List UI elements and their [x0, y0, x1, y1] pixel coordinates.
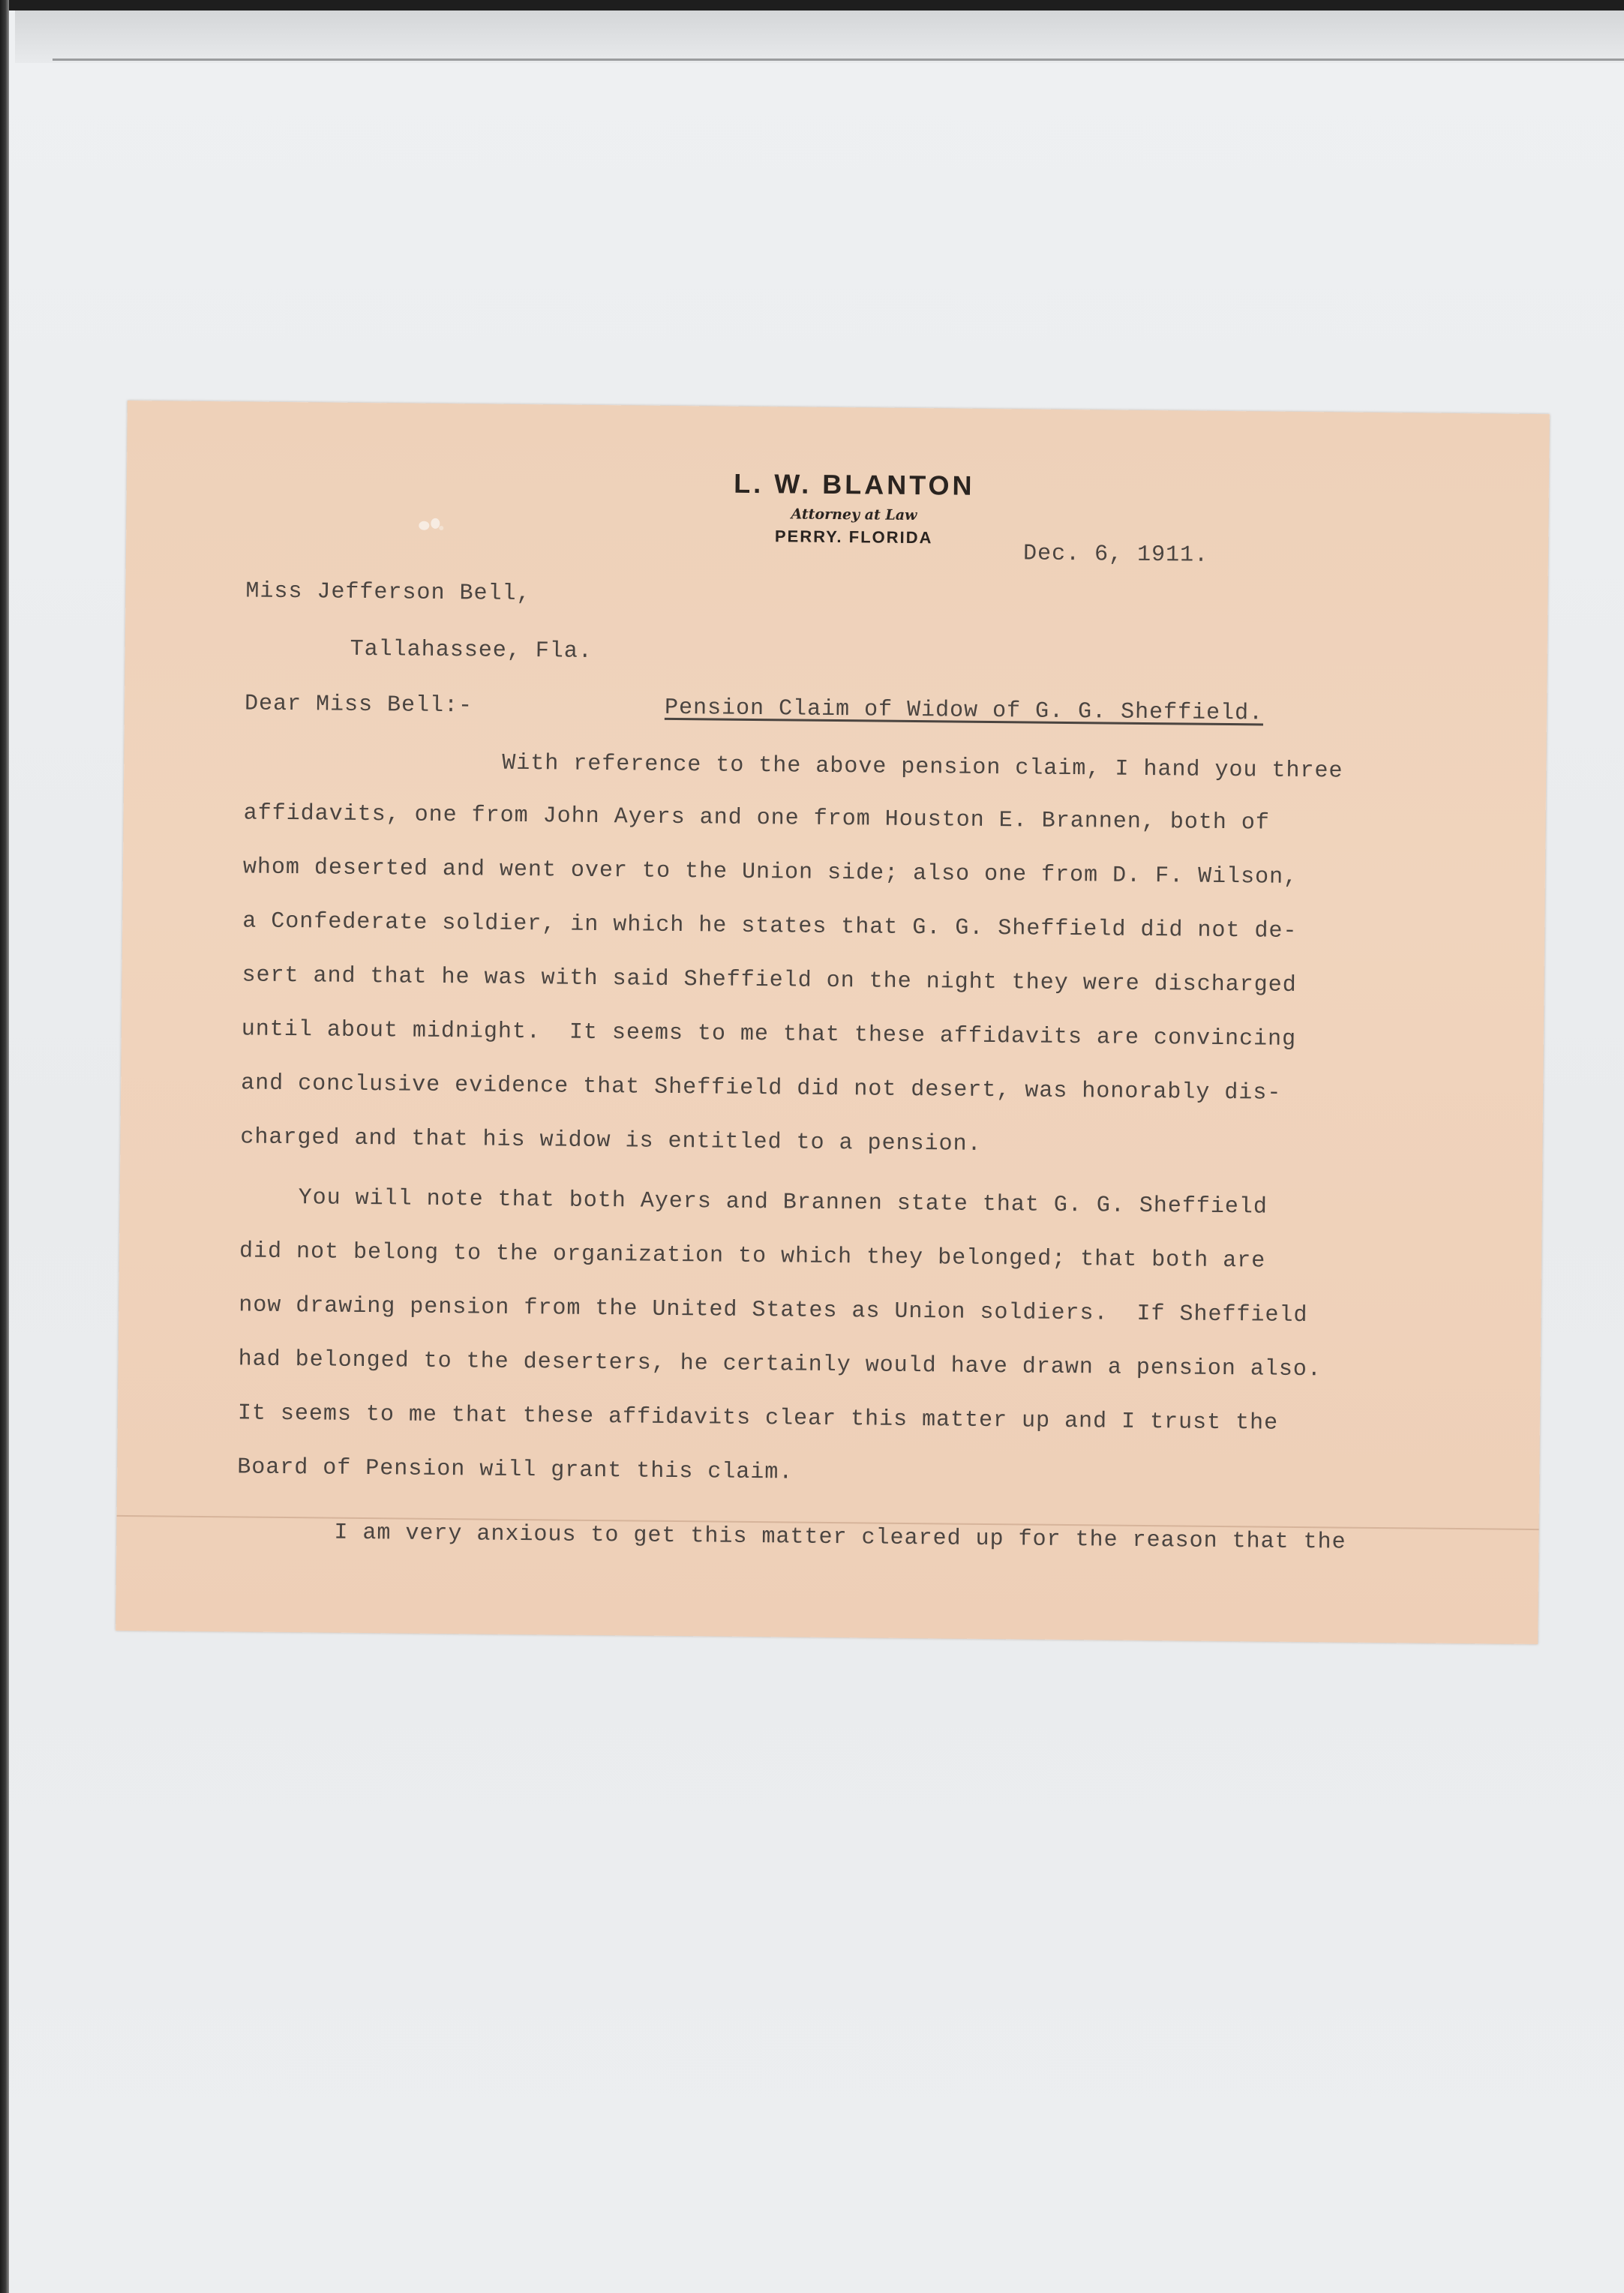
body-line: I am very anxious to get this matter cleared up for the reason that the: [334, 1520, 1346, 1556]
body-line: a Confederate soldier, in which he states that G. G. Sheffield did not de-: [242, 908, 1298, 944]
body-line: charged and that his widow is entitled to a pension.: [240, 1124, 982, 1157]
scan-left-edge: [0, 0, 9, 2293]
body-line: You will note that both Ayers and Brannen state that G. G. Sheffield: [298, 1185, 1268, 1220]
body-line: Board of Pension will grant this claim.: [237, 1454, 794, 1486]
letterhead-name: L. W. BLANTON: [734, 467, 975, 501]
body-line: and conclusive evidence that Sheffield did not desert, was honorably dis-: [241, 1070, 1282, 1106]
letter-date: Dec. 6, 1911.: [1022, 541, 1209, 569]
letterhead: [501, 466, 1207, 551]
body-line: until about midnight. It seems to me that these affidavits are convincing: [241, 1016, 1297, 1052]
subject-line: Pension Claim of Widow of G. G. Sheffield.: [664, 695, 1264, 727]
body-line: With reference to the above pension claim, I hand you three: [502, 750, 1343, 785]
scan-top-edge: [0, 0, 1624, 11]
recipient-name: Miss Jefferson Bell,: [245, 578, 531, 608]
body-line: now drawing pension from the United States as Union soldiers. If Sheffield: [239, 1292, 1308, 1329]
salutation: Dear Miss Bell:-: [244, 691, 473, 719]
scan-top-rule: [53, 59, 1624, 61]
body-line: whom deserted and went over to the Union side; also one from D. F. Wilson,: [242, 854, 1298, 890]
letterhead-title: Attorney at Law: [791, 506, 917, 524]
body-line: affidavits, one from John Ayers and one from Houston E. Brannen, both of: [243, 800, 1270, 836]
paper-damage-mark: [415, 516, 446, 536]
letter-sheet: [116, 401, 1550, 1644]
body-line: had belonged to the deserters, he certainly would have drawn a pension also.: [238, 1346, 1322, 1383]
body-line: sert and that he was with said Sheffield on the night they were discharged: [242, 962, 1297, 998]
scan-top-shadow: [15, 11, 1624, 63]
letterhead-city: PERRY. FLORIDA: [774, 527, 933, 548]
body-line: It seems to me that these affidavits clear this matter up and I trust the: [237, 1400, 1279, 1436]
body-line: did not belong to the organization to which they belonged; that both are: [239, 1238, 1266, 1274]
recipient-city: Tallahassee, Fla.: [350, 636, 593, 665]
